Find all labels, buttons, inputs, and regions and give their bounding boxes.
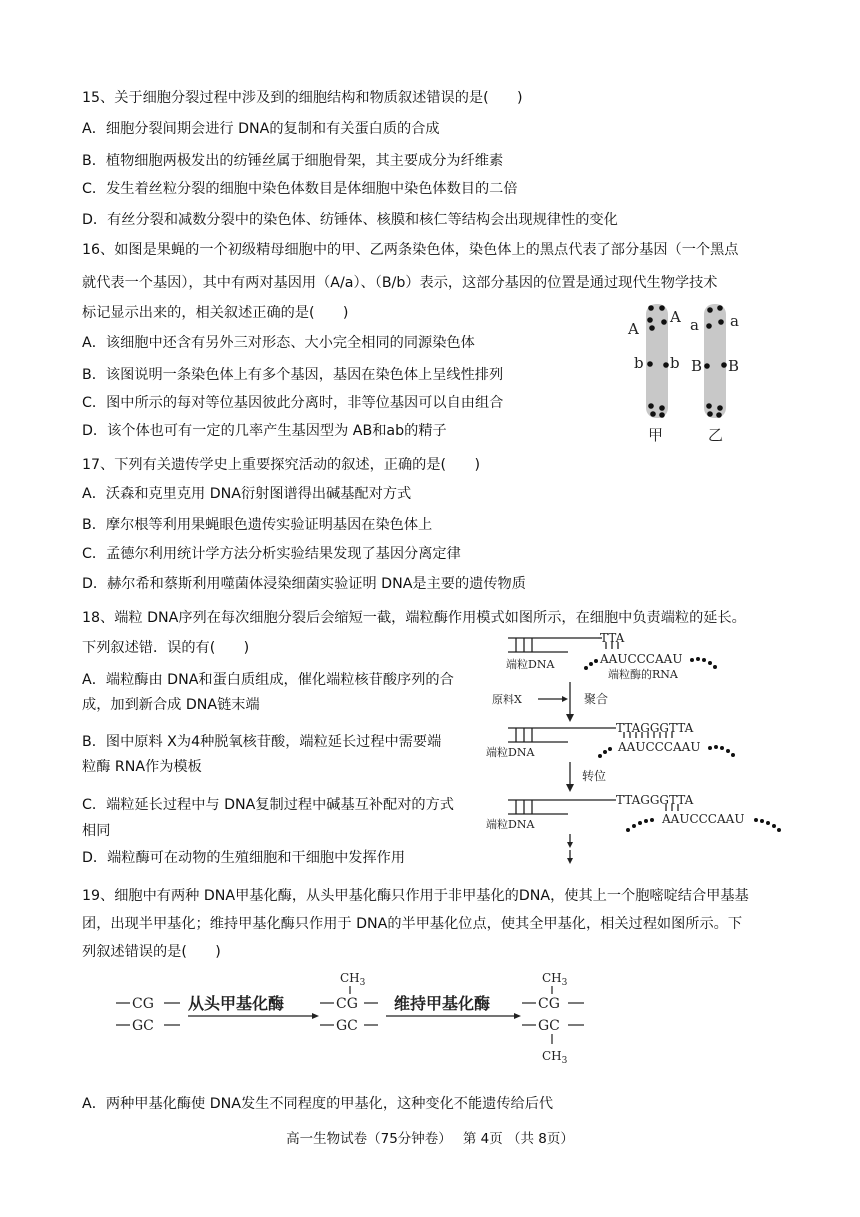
gene-label-a-left: a xyxy=(690,316,699,334)
q19-option-a: A．两种甲基化酶使 DNA发生不同程度的甲基化，这种变化不能遗传给后代 xyxy=(82,1096,554,1112)
chromosome-label-jia: 甲 xyxy=(648,426,664,444)
q15-option-a: A．细胞分裂间期会进行 DNA的复制和有关蛋白质的合成 xyxy=(82,121,440,137)
gene-label-A-right: A xyxy=(670,308,681,326)
q17-option-d: D．赫尔希和蔡斯利用噬菌体浸染细菌实验证明 DNA是主要的遗传物质 xyxy=(82,576,526,592)
q19-stem-line3: 列叙述错误的是( ) xyxy=(82,944,221,960)
q16-option-a: A．该细胞中还含有另外三对形态、大小完全相同的同源染色体 xyxy=(82,335,475,351)
right-cg: CG xyxy=(538,996,560,1012)
methylation-bonds xyxy=(116,986,584,1044)
stage1-telomere-dna-label: 端粒DNA xyxy=(506,658,555,671)
right-ch3-top: $CH_3$ xyxy=(542,971,568,988)
q17-option-a: A．沃森和克里克用 DNA衍射图谱得出碱基配对方式 xyxy=(82,486,412,502)
gene-label-b-left: b xyxy=(634,354,644,372)
methylation-figure xyxy=(110,966,620,1070)
right-ch3-bottom: $CH_3$ xyxy=(542,1049,568,1066)
q15-option-d: D．有丝分裂和减数分裂中的染色体、纺锤体、核膜和核仁等结构会出现规律性的变化 xyxy=(82,212,618,228)
q18-stem-line1: 18、端粒 DNA序列在每次细胞分裂后会缩短一截，端粒酶作用模式如图所示，在细胞中负责端粒的延长。 xyxy=(82,610,746,626)
maintain-enzyme-label: 维持甲基化酶 xyxy=(394,994,491,1013)
q18-option-c-line1: C．端粒延长过程中与 DNA复制过程中碱基互补配对的方式 xyxy=(82,797,454,813)
stage3-telomere-dna-label: 端粒DNA xyxy=(486,818,535,831)
telomerase-figure xyxy=(478,630,798,870)
q16-option-c: C．图中所示的每对等位基因彼此分离时，非等位基因可以自由组合 xyxy=(82,395,504,411)
q19-stem-line2: 团，出现半甲基化；维持甲基化酶只作用于 DNA的半甲基化位点，使其全甲基化，相关过程如图所示。下 xyxy=(82,916,743,932)
stage3-ttagggtta: TTAGGGTTA xyxy=(616,793,694,807)
gene-label-A-left: A xyxy=(628,320,639,338)
q16-option-b: B．该图说明一条染色体上有多个基因，基因在染色体上呈线性排列 xyxy=(82,367,504,383)
stage2-ttagggtta: TTAGGGTTA xyxy=(616,721,694,735)
telomerase-rna-label: 端粒酶的RNA xyxy=(608,668,678,681)
mid-gc: GC xyxy=(336,1018,358,1034)
polymerize-label: 聚合 xyxy=(584,692,609,706)
mid-cg: CG xyxy=(336,996,358,1012)
left-gc: GC xyxy=(132,1018,154,1034)
stage2-telomere-dna-label: 端粒DNA xyxy=(486,746,535,759)
stage2-rna-seq: AAUCCCAAU xyxy=(618,740,701,754)
mid-ch3: $CH_3$ xyxy=(340,971,366,988)
stage1-tta: TTA xyxy=(600,631,625,645)
raw-material-x-label: 原料X xyxy=(492,693,522,706)
q18-option-a-line2: 成，加到新合成 DNA链末端 xyxy=(82,697,260,713)
stage1-rna-seq: AAUCCCAAU xyxy=(600,652,683,666)
q15-stem: 15、关于细胞分裂过程中涉及到的细胞结构和物质叙述错误的是( ) xyxy=(82,90,523,106)
q16-stem-line3: 标记显示出来的，相关叙述正确的是( ) xyxy=(82,305,349,321)
q18-option-b-line2: 粒酶 RNA作为模板 xyxy=(82,759,202,775)
q17-stem: 17、下列有关遗传学史上重要探究活动的叙述，正确的是( ) xyxy=(82,457,481,473)
page-footer: 高一生物试卷（75分钟卷） 第 4页 （共 8页） xyxy=(286,1131,574,1147)
q16-stem-line1: 16、如图是果蝇的一个初级精母细胞中的甲、乙两条染色体，染色体上的黑点代表了部分基因（一个黑点 xyxy=(82,242,739,258)
q18-option-d: D．端粒酶可在动物的生殖细胞和干细胞中发挥作用 xyxy=(82,850,406,866)
right-gc: GC xyxy=(538,1018,560,1034)
q18-option-c-line2: 相同 xyxy=(82,823,111,839)
denovo-enzyme-label: 从头甲基化酶 xyxy=(188,994,285,1013)
left-cg: CG xyxy=(132,996,154,1012)
q16-stem-line2: 就代表一个基因），其中有两对基因用（A/a）、（B/b）表示，这部分基因的位置是通过现代生物学技术 xyxy=(82,275,718,291)
q17-option-c: C．孟德尔利用统计学方法分析实验结果发现了基因分离定律 xyxy=(82,546,461,562)
translocate-label: 转位 xyxy=(582,769,607,783)
q16-option-d: D．该个体也可有一定的几率产生基因型为 AB和ab的精子 xyxy=(82,423,447,439)
q15-option-c: C．发生着丝粒分裂的细胞中染色体数目是体细胞中染色体数目的二倍 xyxy=(82,181,518,197)
stage3-rna-seq: AAUCCCAAU xyxy=(662,812,745,826)
q15-option-b: B．植物细胞两极发出的纺锤丝属于细胞骨架，其主要成分为纤维素 xyxy=(82,153,504,169)
q18-option-a-line1: A．端粒酶由 DNA和蛋白质组成，催化端粒核苷酸序列的合 xyxy=(82,672,454,688)
gene-label-B-right: B xyxy=(728,357,740,375)
chromosome-label-yi: 乙 xyxy=(708,426,724,444)
chromosome-figure xyxy=(620,298,770,446)
gene-label-b-right: b xyxy=(670,354,680,372)
q19-stem-line1: 19、细胞中有两种 DNA甲基化酶，从头甲基化酶只作用于非甲基化的DNA，使其上一个胞嘧啶结合甲基基 xyxy=(82,888,749,904)
q18-option-b-line1: B．图中原料 X为4种脱氧核苷酸，端粒延长过程中需要端 xyxy=(82,734,442,750)
q18-stem-line2: 下列叙述错．误的有( ) xyxy=(82,640,250,656)
gene-label-a-right: a xyxy=(730,312,739,330)
gene-label-B-left: B xyxy=(691,357,703,375)
q17-option-b: B．摩尔根等利用果蝇眼色遗传实验证明基因在染色体上 xyxy=(82,517,433,533)
